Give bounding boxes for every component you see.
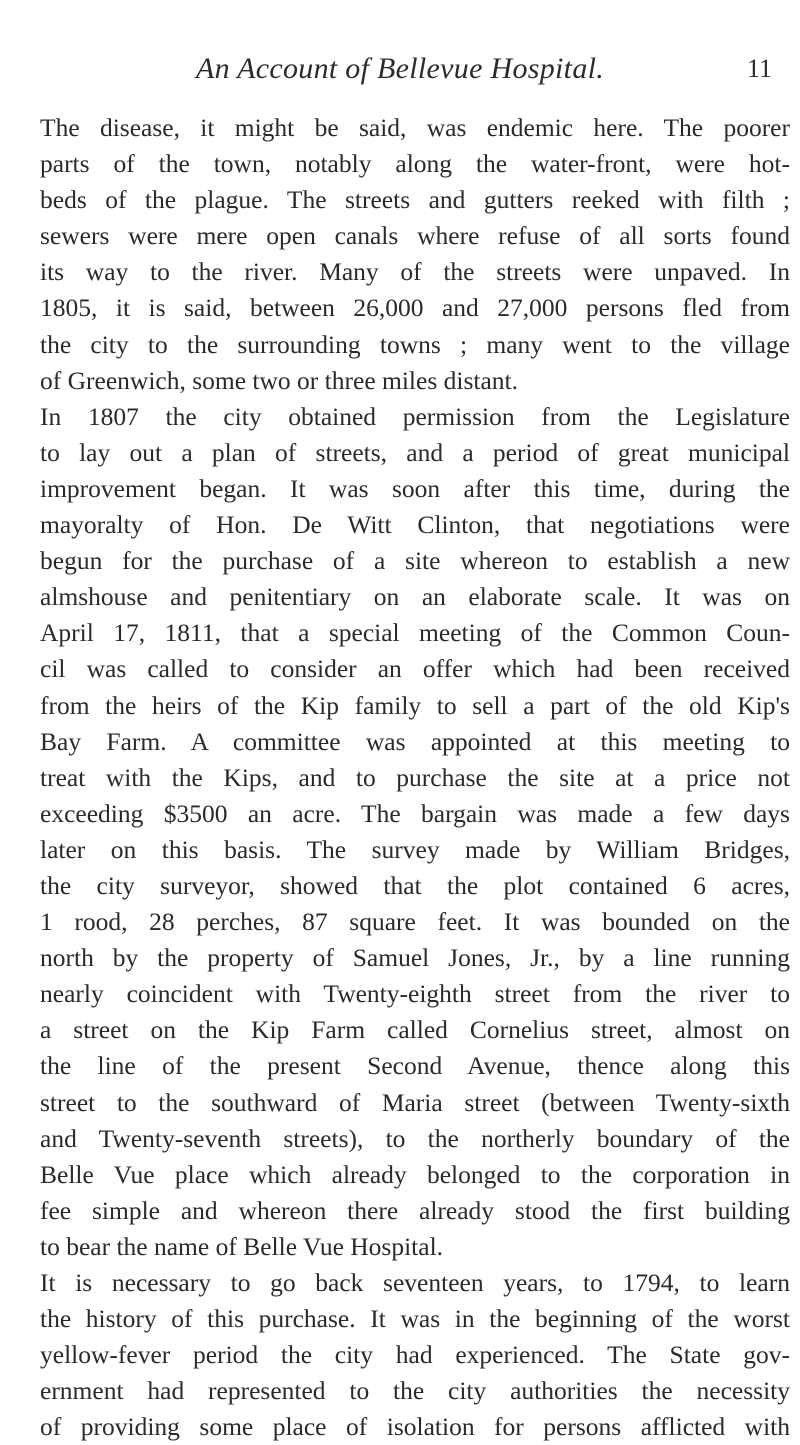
text-line: In 1807 the city obtained permission from the Legislature: [40, 401, 790, 431]
text-line: sewers were mere open canals where refuse of all sorts found: [40, 221, 790, 251]
text-line: the history of this purchase. It was in the beginning of the worst: [40, 1304, 790, 1334]
text-line: the city surveyor, showed that the plot contained 6 acres,: [40, 870, 790, 900]
text-line: April 17, 1811, that a special meeting of the Common Coun-: [40, 618, 790, 648]
text-line: 1805, it is said, between 26,000 and 27,000 persons fled from: [40, 293, 790, 323]
text-line: almshouse and penitentiary on an elaborate scale. It was on: [40, 582, 790, 612]
text-line: 1 rood, 28 perches, 87 square feet. It was bounded on the: [40, 907, 790, 937]
text-line: parts of the town, notably along the water-front, were hot-: [40, 149, 790, 179]
text-line: Belle Vue place which already belonged to the corporation in: [40, 1159, 790, 1189]
text-line: treat with the Kips, and to purchase the site at a price not: [40, 762, 790, 792]
text-line: improvement began. It was soon after this time, during the: [40, 473, 790, 503]
text-line: north by the property of Samuel Jones, Jr., by a line running: [40, 943, 790, 973]
text-line: nearly coincident with Twenty-eighth street from the river to: [40, 979, 790, 1009]
text-line: the city to the surrounding towns ; many went to the village: [40, 329, 790, 359]
text-line: It is necessary to go back seventeen years, to 1794, to learn: [40, 1268, 790, 1297]
text-line: beds of the plague. The streets and gutters reeked with filth ;: [40, 185, 790, 215]
text-line: to lay out a plan of streets, and a period of great municipal: [40, 437, 790, 467]
text-line: fee simple and whereon there already stood the first building: [40, 1195, 790, 1225]
text-line: to bear the name of Belle Vue Hospital.: [40, 1231, 444, 1261]
text-line: of providing some place of isolation for persons afflicted with: [40, 1412, 790, 1442]
running-head: [0, 52, 800, 92]
text-line: from the heirs of the Kip family to sell a part of the old Kip's: [40, 690, 790, 720]
text-line: its way to the river. Many of the streets were unpaved. In: [40, 257, 790, 287]
body-text: [40, 110, 790, 1445]
text-line: and Twenty-seventh streets), to the northerly boundary of the: [40, 1123, 790, 1153]
text-line: later on this basis. The survey made by William Bridges,: [40, 834, 790, 864]
text-line: street to the southward of Maria street (between Twenty-sixth: [40, 1087, 790, 1117]
text-line: mayoralty of Hon. De Witt Clinton, that negotiations were: [40, 510, 790, 540]
text-line: begun for the purchase of a site whereon to establish a new: [40, 546, 790, 576]
text-line: cil was called to consider an offer which had been received: [40, 654, 790, 684]
text-line: a street on the Kip Farm called Cornelius street, almost on: [40, 1015, 790, 1045]
page-number: 11: [746, 54, 772, 83]
text-line: of Greenwich, some two or three miles distant.: [40, 365, 519, 395]
running-title: An Account of Bellevue Hospital.: [195, 52, 605, 85]
text-line: Bay Farm. A committee was appointed at this meeting to: [40, 726, 790, 756]
text-line: the line of the present Second Avenue, thence along this: [40, 1051, 790, 1081]
text-line: exceeding $3500 an acre. The bargain was made a few days: [40, 798, 790, 828]
text-line: ernment had represented to the city authorities the necessity: [40, 1376, 790, 1406]
text-line: The disease, it might be said, was endemic here. The poorer: [40, 113, 790, 142]
text-line: yellow-fever period the city had experienced. The State gov-: [40, 1340, 790, 1370]
